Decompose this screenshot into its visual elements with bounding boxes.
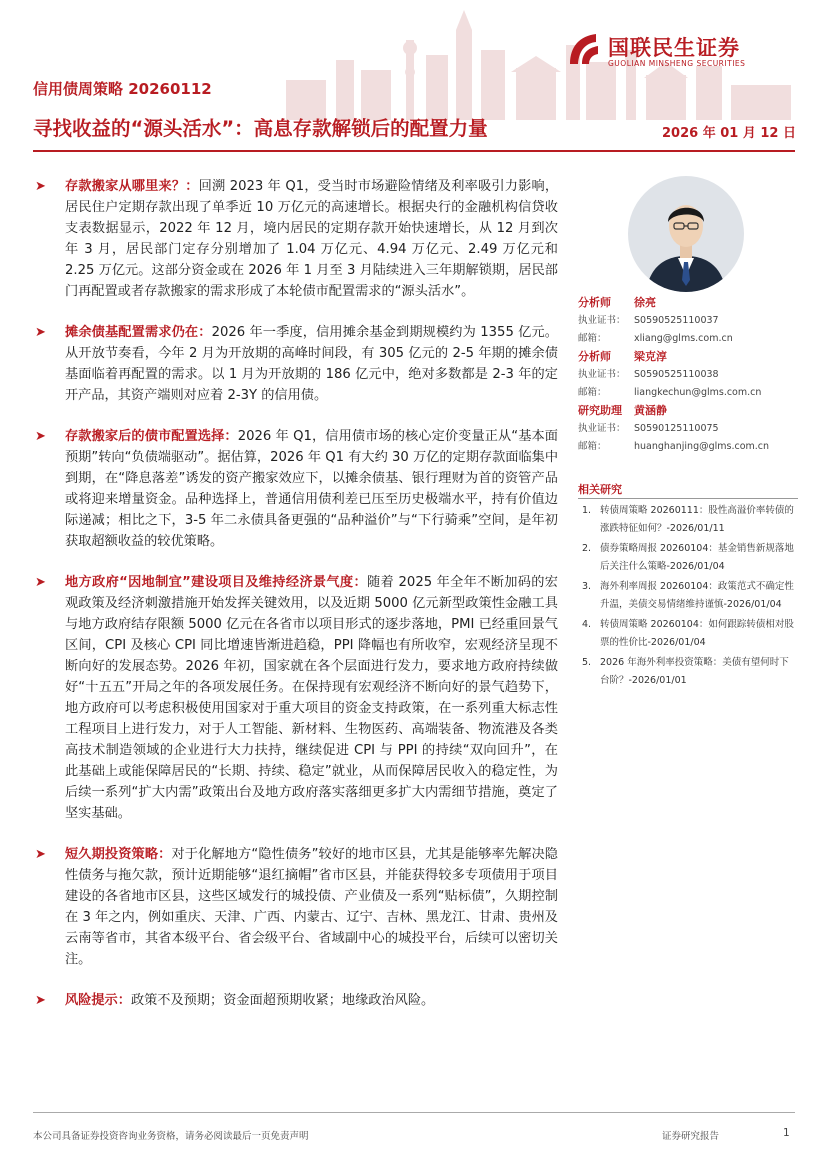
- point-body: 回溯 2023 年 Q1，受当时市场避险情绪及利率吸引力影响，居民住户定期存款出现了单季近 10 万亿元的高速增长。根据央行的金融机构信贷收支表数据显示，2022 年 12 月，境内居民的定期存款开始快速增长，从 12 月到次年 3 月，居民部门定存分别增加了 1.04 万亿元、4.94 万亿元、2.49 万亿元和 2.25 万亿元。这部分资金或在 2026 年 1 月至 3 月陆续进入三年期解锁期，居民部门再配置或者存款搬家的需求形成了本轮债市配置需求的“源头活水”。: [65, 179, 559, 299]
- analyst-role-row: [578, 348, 798, 366]
- license-number: S0590525110038: [634, 369, 719, 380]
- summary-point: [33, 322, 558, 406]
- point-lead: 摊余债基配置需求仍在：: [65, 325, 212, 340]
- point-lead: 存款搬家后的债市配置选择：: [65, 429, 238, 444]
- analyst-role: 研究助理: [578, 404, 622, 417]
- item-title: 2026 年海外利率投资策略：美债有望何时下台阶？-2026/01/01: [600, 657, 789, 686]
- license-label: 执业证书：: [578, 315, 626, 326]
- header-divider: [33, 150, 795, 152]
- license-label: 执业证书：: [578, 369, 626, 380]
- analyst-email-row: [578, 384, 798, 402]
- brand-logo[interactable]: [566, 30, 796, 70]
- summary-point: [33, 426, 558, 552]
- item-title: 债券策略周报 20260104：基金销售新规落地后关注什么策略-2026/01/04: [600, 543, 794, 572]
- related-research-item[interactable]: [578, 654, 798, 689]
- analyst-name: 黄涵静: [634, 404, 667, 417]
- analyst-email[interactable]: huanghanjing@glms.com.cn: [634, 441, 770, 452]
- summary-point: [33, 990, 558, 1011]
- point-body: 2026 年 Q1，信用债市场的核心定价变量正从“基本面预期”转向“负债端驱动”。据估算，2026 年 Q1 有大约 30 万亿的定期存款面临集中到期，在“降息落差”诱发的资产搬家效应下，以摊余债基、银行理财为首的资管产品或将迎来增量资金。品种选择上，普通信用债利差已压至历史极端水平，持有价值边际递减；相比之下，3-5 年二永债具备更强的“品种溢价”与“下行骑乘”空间，是年初获取超额收益的较优策略。: [65, 429, 559, 549]
- item-number: 3.: [582, 581, 592, 592]
- report-series: 信用债周策略 20260112: [33, 80, 212, 98]
- arrow-bullet-icon: ➤: [35, 325, 46, 340]
- analyst-license-row: [578, 366, 798, 384]
- point-lead: 短久期投资策略：: [65, 847, 172, 862]
- arrow-bullet-icon: ➤: [35, 575, 46, 590]
- license-number: S0590525110037: [634, 315, 719, 326]
- page-title: 寻找收益的“源头活水”：高息存款解锁后的配置力量: [33, 117, 488, 140]
- analyst-role-row: [578, 402, 798, 420]
- related-research-item[interactable]: [578, 540, 798, 575]
- analyst-role: 分析师: [578, 350, 611, 363]
- analyst-email[interactable]: liangkechun@glms.com.cn: [634, 387, 762, 398]
- related-research-list: [578, 502, 798, 692]
- summary-point: [33, 176, 558, 302]
- point-body: 2026 年一季度，信用摊余基金到期规模约为 1355 亿元。从开放节奏看，今年 2 月为开放期的高峰时间段，有 305 亿元的 2-5 年期的摊余债基面临着再配置的需求。以 1 月为开放期的 186 亿元中，绝对多数都是 2-3 年的定开产品，其资产端则对应着 2-3Y 的信用债。: [65, 325, 558, 403]
- logo-mark-icon: [566, 30, 602, 68]
- item-title: 海外利率周报 20260104：政策范式不确定性升温，美债交易情绪维持谨慎-2026/01/04: [600, 581, 794, 610]
- related-research-item[interactable]: [578, 616, 798, 651]
- related-research-item[interactable]: [578, 502, 798, 537]
- point-lead: 地方政府“因地制宜”建设项目及维持经济景气度：: [65, 575, 367, 590]
- footer-disclaimer: 本公司具备证券投资咨询业务资格，请务必阅读最后一页免责声明: [33, 1131, 309, 1142]
- arrow-bullet-icon: ➤: [35, 847, 46, 862]
- analyst-photo: [628, 176, 744, 292]
- arrow-bullet-icon: ➤: [35, 179, 46, 194]
- related-divider: [578, 498, 798, 499]
- logo-text-en: GUOLIAN MINSHENG SECURITIES: [608, 59, 746, 68]
- related-research-heading: 相关研究: [578, 483, 622, 496]
- point-lead: 存款搬家从哪里来？：: [65, 179, 199, 194]
- item-title: 转债周策略 20260111：股性高溢价率转债的涨跌特征如何？-2026/01/11: [600, 505, 794, 534]
- point-lead: 风险提示：: [65, 993, 131, 1008]
- email-label: 邮箱：: [578, 441, 607, 452]
- analyst-email[interactable]: xliang@glms.com.cn: [634, 333, 733, 344]
- analyst-name: 梁克淳: [634, 350, 667, 363]
- summary-point: [33, 572, 558, 824]
- license-label: 执业证书：: [578, 423, 626, 434]
- report-header: [0, 0, 826, 150]
- related-research-item[interactable]: [578, 578, 798, 613]
- analyst-list: [578, 294, 798, 456]
- summary-point: [33, 844, 558, 970]
- item-title: 转债周策略 20260104：如何跟踪转债相对股票的性价比-2026/01/04: [600, 619, 794, 648]
- page-number: 1: [783, 1127, 790, 1139]
- point-body: 随着 2025 年全年不断加码的宏观政策及经济刺激措施开始发挥关键效用，以及近期 5000 亿元新型政策性金融工具与地方政府结存限额 5000 亿元在各省市以项目形式的逐步落地，PMI 已经重回景气区间，CPI 及核心 CPI 同比增速皆渐进趋稳，PPI 降幅也有所收窄，宏观经济呈现不断向好的发展态势。2026 年初，国家就在各个层面进行发力，要求地方政府持续做好“十五五”开局之年的各项发展任务。在保持现有宏观经济不断向好的景气趋势下，地方政府可以考虑积极使用国家对于重大项目的资金支持政策，在一系列重大标志性工程项目上进行发力，对于人工智能、新材料、生物医药、高端装备、物流港及各类高技术制造领域的企业进行大力扶持，继续促进 CPI 与 PPI 的持续“双向回升”，在此基础上或能保障居民的“长期、持续、稳定”就业，从而保障居民收入的稳定性，为后续一系列“扩大内需”政策出台及地方政府落实落细更多扩大内需细节措施，奠定了坚实基础。: [65, 575, 558, 821]
- item-number: 1.: [582, 505, 592, 516]
- point-body: 政策不及预期；资金面超预期收紧；地缘政治风险。: [130, 993, 435, 1008]
- analyst-license-row: [578, 312, 798, 330]
- arrow-bullet-icon: ➤: [35, 429, 46, 444]
- point-body: 对于化解地方“隐性债务”较好的地市区县，尤其是能够率先解决隐性债务与拖欠款，预计近期能够“退红摘帽”省市区县，并能获得较多专项债用于项目建设的各省地市区县，这些区域发行的城投债、产业债及一系列“贴标债”，久期控制在 3 年之内，例如重庆、天津、广西、内蒙古、辽宁、吉林、黑龙江、甘肃、贵州及云南等省市，其省本级平台、省会级平台、省域副中心的城投平台，后续可以密切关注。: [65, 847, 558, 967]
- analyst-license-row: [578, 420, 798, 438]
- analyst-email-row: [578, 330, 798, 348]
- item-number: 4.: [582, 619, 592, 630]
- summary-points: [33, 176, 558, 1031]
- arrow-bullet-icon: ➤: [35, 993, 46, 1008]
- analyst-role-row: [578, 294, 798, 312]
- logo-text-cn: 国联民生证券: [608, 36, 740, 60]
- footer-divider: [33, 1112, 795, 1113]
- report-date: 2026 年 01 月 12 日: [662, 126, 796, 141]
- email-label: 邮箱：: [578, 387, 607, 398]
- license-number: S0590125110075: [634, 423, 719, 434]
- item-number: 5.: [582, 657, 592, 668]
- analyst-email-row: [578, 438, 798, 456]
- email-label: 邮箱：: [578, 333, 607, 344]
- footer-report-type: 证券研究报告: [662, 1131, 720, 1142]
- analyst-role: 分析师: [578, 296, 611, 309]
- analyst-name: 徐亮: [634, 296, 656, 309]
- item-number: 2.: [582, 543, 592, 554]
